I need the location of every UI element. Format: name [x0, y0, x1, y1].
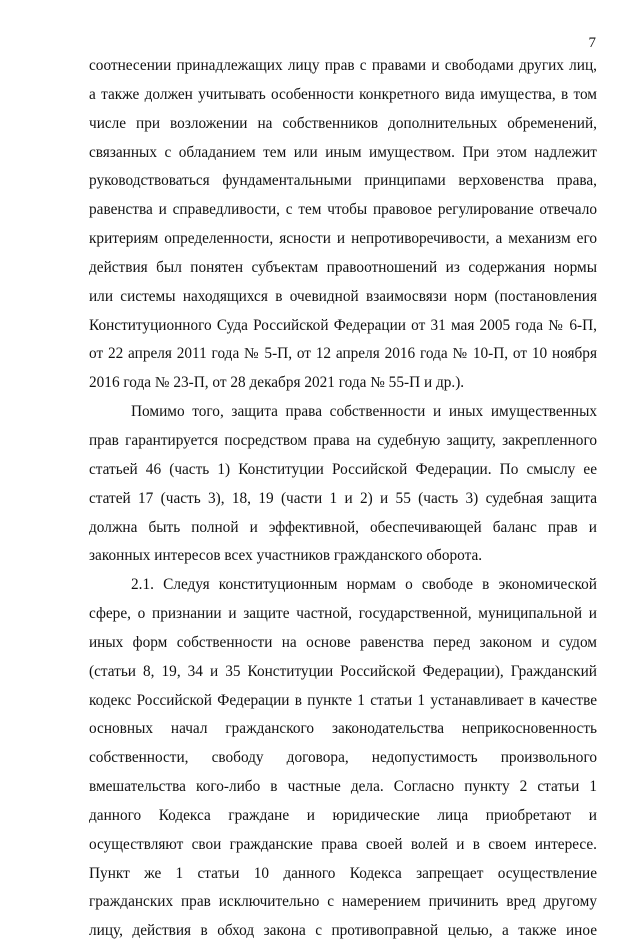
text-line: собственности, свободу договора, недопустимость произвольного — [89, 749, 597, 767]
paragraph — [89, 398, 597, 571]
text-line: прав гарантируется посредством права на судебную защиту, закрепленного — [89, 431, 597, 449]
paragraph — [89, 52, 597, 398]
text-line: гражданских прав исключительно с намерением причинить вред другому — [89, 893, 597, 911]
text-line: от 22 апреля 2011 года № 5-П, от 12 апреля 2016 года № 10-П, от 10 ноября — [89, 345, 597, 363]
text-line: иных форм собственности на основе равенства перед законом и судом — [89, 633, 597, 651]
text-line: основных начал гражданского законодательства неприкосновенность — [89, 720, 597, 738]
text-line: Пункт же 1 статьи 10 данного Кодекса запрещает осуществление — [89, 864, 597, 882]
text-line: лицу, действия в обход закона с противоправной целью, а также иное — [89, 922, 597, 940]
text-line: сфере, о признании и защите частной, государственной, муниципальной и — [89, 605, 597, 623]
text-line: а также должен учитывать особенности конкретного вида имущества, в том — [89, 85, 597, 103]
text-line: вмешательства кого-либо в частные дела. Согласно пункту 2 статьи 1 — [89, 778, 597, 796]
paragraph — [89, 571, 597, 946]
text-line: действия был понятен субъектам правоотношений из содержания нормы — [89, 258, 597, 276]
text-line: осуществляют свои гражданские права своей волей и в своем интересе. — [89, 835, 597, 853]
text-line: данного Кодекса граждане и юридические лица приобретают и — [89, 806, 597, 824]
text-line: связанных с обладанием тем или иным имуществом. При этом надлежит — [89, 143, 597, 161]
text-line: руководствоваться фундаментальными принципами верховенства права, — [89, 172, 597, 190]
text-line: должна быть полной и эффективной, обеспечивающей баланс прав и — [89, 518, 597, 536]
text-line: законных интересов всех участников гражданского оборота. — [89, 547, 483, 565]
text-line: 2016 года № 23-П, от 28 декабря 2021 года № 55-П и др.). — [89, 374, 465, 392]
text-line: соотнесении принадлежащих лицу прав с правами и свободами других лиц, — [89, 57, 597, 74]
text-line: кодекс Российской Федерации в пункте 1 статьи 1 устанавливает в качестве — [89, 691, 597, 709]
text-line: критериям определенности, ясности и непротиворечивости, а механизм его — [89, 230, 597, 248]
text-line: равенства и справедливости, с тем чтобы правовое регулирование отвечало — [89, 201, 597, 219]
text-line: 2.1. Следуя конституционным нормам о свободе в экономической — [131, 576, 597, 594]
text-line: числе при возложении на собственников дополнительных обременений, — [89, 114, 597, 132]
text-line: или системы находящихся в очевидной взаимосвязи норм (постановления — [89, 287, 597, 305]
text-line: Конституционного Суда Российской Федерации от 31 мая 2005 года № 6-П, — [89, 316, 597, 334]
text-line: статей 17 (часть 3), 18, 19 (части 1 и 2) и 55 (часть 3) судебная защита — [89, 489, 597, 507]
text-line: статьей 46 (часть 1) Конституции Российской Федерации. По смыслу ее — [89, 460, 597, 478]
page-number: 7 — [588, 35, 596, 51]
document-body — [89, 52, 597, 946]
text-line: Помимо того, защита права собственности и иных имущественных — [131, 403, 597, 421]
text-line: (статьи 8, 19, 34 и 35 Конституции Российской Федерации), Гражданский — [89, 662, 597, 680]
